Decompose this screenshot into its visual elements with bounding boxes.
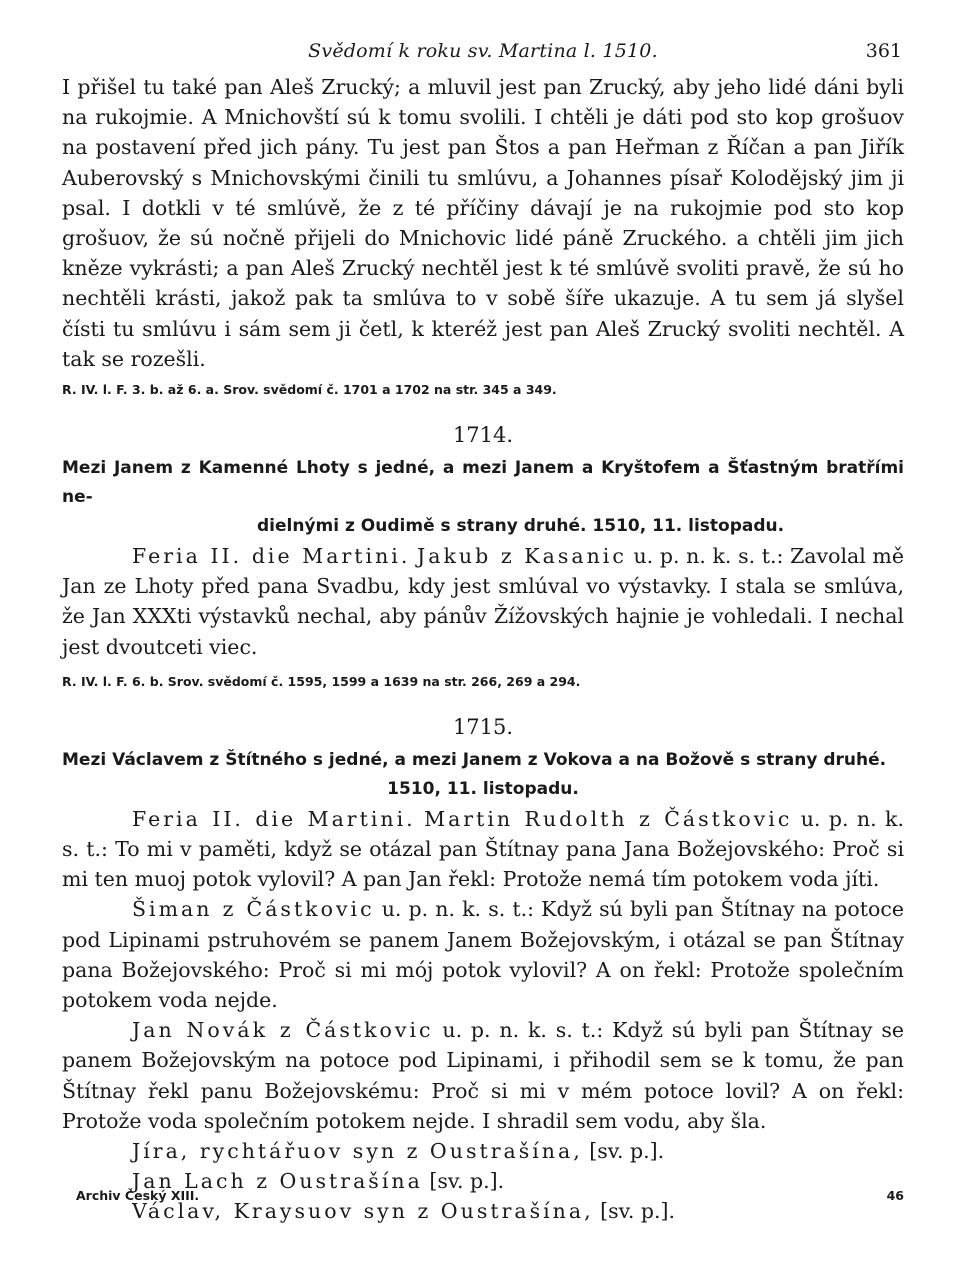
footer-signature: Archiv Český XIII.: [76, 1188, 200, 1203]
document-page: [62, 38, 904, 1227]
witness-name: Martin Rudolth z Částkovic: [424, 806, 793, 831]
witness-name: Jan Novák z Částkovic: [132, 1018, 434, 1043]
witness-line: [62, 1136, 904, 1166]
heading-line: dielnými z Oudimě s strany druhé. 1510, 11. listopadu.: [257, 516, 785, 537]
running-title: Svědomí k roku sv. Martina l. 1510.: [308, 40, 658, 62]
source-reference: R. IV. l. F. 6. b. Srov. svědomí č. 1595, 1599 a 1639 na str. 266, 269 a 294.: [62, 673, 581, 689]
witness-name: Václav, Kraysuov syn z Oustrašína,: [132, 1199, 594, 1224]
witness-name: Jíra, rychtářuov syn z Oustrašína,: [132, 1139, 583, 1164]
intro-paragraph: I přišel tu také pan Aleš Zrucký; a mluvil jest pan Zrucký, aby jeho lidé dáni byli na rukojmie. A Mnichovští sú k tomu svolili. I chtěli je dáti pod sto kop grošuov na postavení před jich pány. Tu jest pan Štos a pan Heřman z Říčan a pan Jiřík Auberovský s Mnichovskými činili tu smlúvu, a Johannes písař Kolodějský jim ji psal. I dotkli v té smlúvě, že z té příčiny dávají je na rukojmie pod sto kop grošuov, že sú nočně přijeli do Mnichovic lidé páně Zruckého. a chtěli jim jich kněze vykrásti; a pan Aleš Zrucký nechtěl jest k té smlúvě svoliti pravě, že sú ho nechtěli krásti, jakož pak ta smlúva to v sobě šíře ukazuje. A tu sem já slyšel čísti tu smlúvu i sám sem ji četl, k kteréž jest pan Aleš Zrucký svoliti nechtěl. A tak se rozešli.: [62, 75, 904, 371]
feria-date: Feria II. die Martini.: [132, 806, 416, 831]
page-number: 361: [865, 40, 902, 62]
document-heading-1715: [62, 746, 904, 804]
testimony-paragraph: [62, 541, 904, 662]
witness-name: Jan Lach z Oustrašína: [132, 1169, 423, 1194]
witness-note: [sv. p.].: [589, 1139, 665, 1164]
testimony-paragraph: [62, 894, 904, 1015]
source-reference: R. IV. l. F. 3. b. až 6. a. Srov. svědomí č. 1701 a 1702 na str. 345 a 349.: [62, 382, 557, 398]
heading-line: 1510, 11. listopadu.: [387, 778, 579, 799]
document-heading-1714: [62, 454, 904, 541]
testimony-paragraph: [62, 804, 904, 895]
feria-date: Feria II. die Martini.: [132, 544, 411, 569]
testimony-text: u. p. n. k. s. t.: Když sú byli pan Štítnay na potoce pod Lipinami pstruhovém se panem Janem Božejovským, i otázal se pan Štítnay pana Božejovského: Proč si mi mój potok vylovil? A on řekl: Protože společním potokem voda nejde.: [62, 897, 904, 1013]
testimony-text: u. p. n. k. s. t.: Když sú byli pan Štítnay se panem Božejovským na potoce pod Lipinami, i přihodil sem se k tomu, že pan Štítnay řekl panu Božejovskému: Proč si mi v mém potoce lovil? A on řekl: Protože voda společním potokem nejde. I shradil sem vodu, aby šla.: [62, 1018, 904, 1133]
testimony-text: u. p. n. k. s. t.: To mi v paměti, když se otázal pan Štítnay pana Jana Božejovského: Proč si mi ten muoj potok vylovil? A pan Jan řekl: Protože nemá tím potokem voda jíti.: [62, 806, 904, 892]
testimony-paragraph: [62, 1015, 904, 1136]
witness-name: Šiman z Částkovic: [132, 897, 375, 922]
testimony-text: u. p. n. k. s. t.: Zavolal mě Jan ze Lhoty před pana Svadbu, kdy jest smlúval vo výstavky. I stala se smlúva, že Jan XXXti výstavků nechal, aby pánův Žížovských hajnie je vohledali. I nechal jest dvoutceti viec.: [62, 544, 905, 659]
witness-note: [sv. p.].: [429, 1169, 505, 1194]
sheet-number: 46: [886, 1188, 904, 1203]
document-number-1714: 1714.: [452, 423, 514, 448]
heading-line: Mezi Janem z Kamenné Lhoty s jedné, a mezi Janem a Kryštofem a Šťastným bratřími ne-: [62, 458, 904, 508]
document-number-1715: 1715.: [452, 714, 514, 739]
witness-note: [sv. p.].: [600, 1199, 676, 1224]
witness-name: Jakub z Kasanic: [417, 544, 627, 569]
heading-line: Mezi Václavem z Štítného s jedné, a mezi Janem z Vokova a na Božově s strany druhé.: [62, 749, 887, 770]
running-header: [62, 38, 904, 72]
